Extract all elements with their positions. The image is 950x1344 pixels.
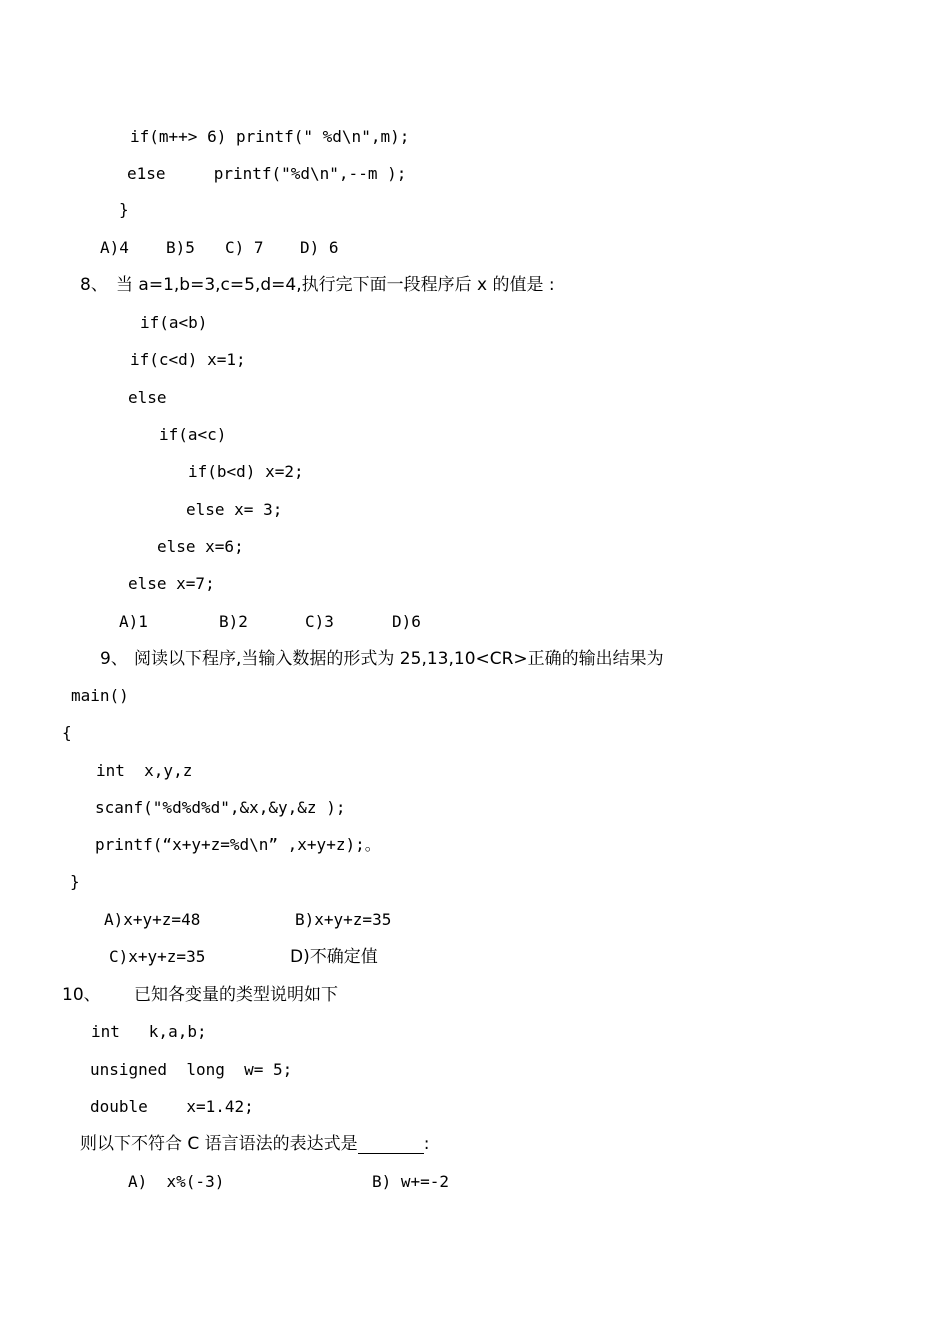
q8-code-line-6: else x= 3; <box>186 500 283 519</box>
q7-code-line-2: e1se printf("%d\n",--m ); <box>127 164 407 183</box>
q8-option-a: A)1 <box>119 612 148 631</box>
q10-code-line-2: unsigned long w= 5; <box>90 1060 293 1079</box>
q8-option-c: C)3 <box>305 612 334 631</box>
answer-blank <box>358 1135 424 1154</box>
q8-code-line-7: else x=6; <box>157 537 244 556</box>
q9-code-line-6: } <box>70 872 80 891</box>
q8-option-d: D)6 <box>392 612 421 631</box>
q10-question <box>80 1134 429 1154</box>
q10-option-a: A) x%(-3) <box>128 1172 225 1191</box>
q10-question-text: 则以下不符合 C 语言语法的表达式是 <box>80 1134 358 1154</box>
q8-code-line-1: if(a<b) <box>140 313 208 332</box>
q9-prompt: 阅读以下程序,当输入数据的形式为 25,13,10<CR>正确的输出结果为 <box>134 649 664 669</box>
q9-code-line-3: int x,y,z <box>96 761 193 780</box>
q9-code-line-2: { <box>62 723 72 742</box>
q9-option-a: A)x+y+z=48 <box>104 910 201 929</box>
q10-number: 10、 <box>62 985 101 1005</box>
q8-option-b: B)2 <box>219 612 248 631</box>
q7-option-d: D) 6 <box>300 238 339 257</box>
q7-option-a: A)4 <box>100 238 129 257</box>
q10-question-end: : <box>423 1134 430 1154</box>
q9-code-line-4: scanf("%d%d%d",&x,&y,&z ); <box>95 798 346 817</box>
q7-code-line-1: if(m++> 6) printf(" %d\n",m); <box>130 127 410 146</box>
q7-option-b: B)5 <box>166 238 195 257</box>
q9-code-line-1: main() <box>71 686 129 705</box>
q9-option-d: D)不确定值 <box>290 947 378 967</box>
q9-number: 9、 <box>100 649 128 669</box>
q8-code-line-2: if(c<d) x=1; <box>130 350 246 369</box>
q8-code-line-5: if(b<d) x=2; <box>188 462 304 481</box>
q8-number: 8、 <box>80 275 108 295</box>
q10-code-line-3: double x=1.42; <box>90 1097 254 1116</box>
q10-prompt: 已知各变量的类型说明如下 <box>134 985 338 1005</box>
q9-code-line-5: printf(“x+y+z=%d\n” ,x+y+z);。 <box>95 835 381 854</box>
q7-option-c: C) 7 <box>225 238 264 257</box>
q8-code-line-4: if(a<c) <box>159 425 227 444</box>
q10-code-line-1: int k,a,b; <box>91 1022 207 1041</box>
q8-prompt: 当 a=1,b=3,c=5,d=4,执行完下面一段程序后 x 的值是 : <box>116 275 555 295</box>
q8-code-line-8: else x=7; <box>128 574 215 593</box>
q9-option-b: B)x+y+z=35 <box>295 910 392 929</box>
q8-code-line-3: else <box>128 388 167 407</box>
q10-option-b: B) w+=-2 <box>372 1172 450 1191</box>
q9-option-c: C)x+y+z=35 <box>109 947 206 966</box>
q7-code-line-3: } <box>119 200 129 219</box>
